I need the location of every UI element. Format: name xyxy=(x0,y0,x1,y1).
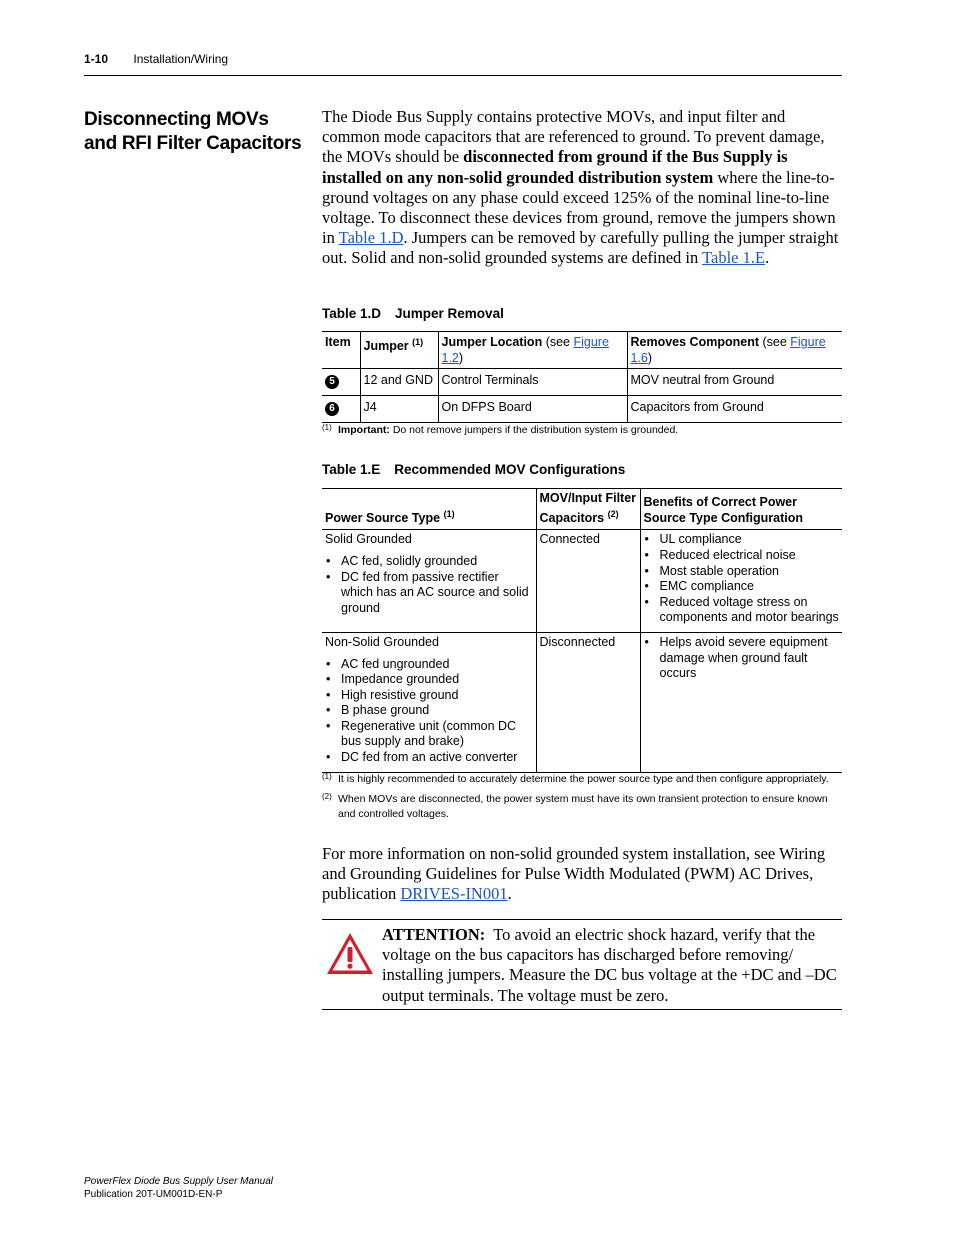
list-item: • AC fed ungrounded xyxy=(325,657,533,673)
attention-bottom-rule xyxy=(322,1009,842,1010)
figure-1-2-link[interactable]: Figure 1.2 xyxy=(441,335,609,365)
col-jumper-location: Jumper Location (see Figure 1.2) xyxy=(438,332,627,369)
manual-title: PowerFlex Diode Bus Supply User Manual xyxy=(84,1176,273,1187)
table-1e-footnote-2: (2) When MOVs are disconnected, the power system must have its own transient protection to ensure known and controlled voltages. xyxy=(322,792,828,820)
attention-message: To avoid an electric shock hazard, verify that the voltage on the bus capacitors has discharged before removing/ installing jumpers. Measure the DC bus voltage at the +DC and –DC output terminals. The voltage must be zero. xyxy=(382,925,837,1005)
publication-number: Publication 20T-UM001D-EN-P xyxy=(84,1189,223,1200)
list-item: • Helps avoid severe equipment damage when ground fault occurs xyxy=(644,635,840,682)
table-header-row xyxy=(322,332,842,369)
mov-state: Disconnected xyxy=(536,632,640,772)
header-section: Installation/Wiring xyxy=(133,52,229,66)
location-cell: Control Terminals xyxy=(438,369,627,396)
list-item: • UL compliance xyxy=(644,532,840,548)
intro-text-4: . xyxy=(765,248,770,268)
power-source-type: Solid Grounded xyxy=(325,532,412,547)
table-1e-footnote-1: (1) It is highly recommended to accurately determine the power source type and then configure appropriately. xyxy=(322,772,829,785)
list-item: • Reduced voltage stress on components and motor bearings xyxy=(644,595,840,626)
page-number: 1-10 xyxy=(84,52,109,66)
page-header xyxy=(84,52,228,66)
drives-in001-link[interactable]: DRIVES-IN001 xyxy=(400,884,508,904)
table-1e-caption xyxy=(322,462,625,477)
table-row xyxy=(322,530,842,633)
jumper-cell: 12 and GND xyxy=(360,369,438,396)
section-title: Disconnecting MOVs and RFI Filter Capacitors xyxy=(84,109,302,154)
col-power-source-type: Power Source Type $^{(1)}$ xyxy=(322,489,536,530)
attention-top-rule xyxy=(322,919,842,920)
table-1d-title: Jumper Removal xyxy=(395,306,504,321)
table-1d-caption xyxy=(322,306,504,321)
table-1d-number: Table 1.D xyxy=(322,306,382,321)
figure-1-6-link[interactable]: Figure 1.6 xyxy=(630,335,826,365)
page-footer xyxy=(84,1175,273,1201)
table-1e-link[interactable]: Table 1.E xyxy=(702,248,766,268)
location-cell: On DFPS Board xyxy=(438,396,627,423)
list-item: • Regenerative unit (common DC bus supply and brake) xyxy=(325,719,533,750)
item-number-badge: 6 xyxy=(325,402,339,416)
item-number-badge: 5 xyxy=(325,375,339,389)
list-item: • Reduced electrical noise xyxy=(644,548,840,564)
warning-icon xyxy=(325,930,375,976)
removes-cell: Capacitors from Ground xyxy=(627,396,842,423)
table-row xyxy=(322,396,842,423)
mov-configurations-table xyxy=(322,488,842,773)
jumper-cell: J4 xyxy=(360,396,438,423)
col-item: Item xyxy=(322,332,360,369)
col-jumper: Jumper $^{(1)}$ xyxy=(360,332,438,369)
more-info-paragraph: For more information on non-solid grounded system installation, see Wiring and Grounding Guidelines for Pulse Width Modulated (PWM) AC Drives, publication DRIVES-IN001. xyxy=(322,844,826,904)
list-item: • Most stable operation xyxy=(644,564,840,580)
col-mov-capacitors: MOV/Input Filter Capacitors $^{(2)}$ xyxy=(536,489,640,530)
intro-text-3: . Jumpers can be removed by carefully pulling the jumper straight out. Solid and non-solid grounded systems are defined in xyxy=(322,228,839,268)
list-item: • B phase ground xyxy=(325,703,533,719)
table-1e-title: Recommended MOV Configurations xyxy=(394,462,626,477)
attention-label: ATTENTION: xyxy=(382,925,486,944)
table-1d-link[interactable]: Table 1.D xyxy=(338,228,404,248)
list-item: • EMC compliance xyxy=(644,579,840,595)
table-row xyxy=(322,369,842,396)
intro-text-1: The Diode Bus Supply contains protective MOVs, and input filter and common mode capacitors that are referenced to ground. To prevent damage, the MOVs should be xyxy=(322,107,825,167)
jumper-removal-table xyxy=(322,331,842,423)
attention-text xyxy=(382,925,842,1006)
list-item: • DC fed from passive rectifier which has an AC source and solid ground xyxy=(325,570,533,617)
power-source-type: Non-Solid Grounded xyxy=(325,634,439,649)
intro-paragraph xyxy=(322,107,842,269)
intro-text-2: where the line-to-ground voltages on any phase could exceed 125% of the nominal line-to-line voltage. To disconnect these devices from ground, remove the jumpers shown in xyxy=(322,167,836,248)
list-item: • Impedance grounded xyxy=(325,672,533,688)
table-1e-number: Table 1.E xyxy=(322,462,381,477)
list-item: • AC fed, solidly grounded xyxy=(325,554,533,570)
mov-state: Connected xyxy=(536,530,640,633)
header-divider xyxy=(84,75,842,76)
list-item: • DC fed from an active converter xyxy=(325,750,533,766)
col-benefits: Benefits of Correct Power Source Type Configuration xyxy=(640,489,842,530)
col-removes-component: Removes Component (see Figure 1.6) xyxy=(627,332,842,369)
table-1d-footnote: (1) Important: Do not remove jumpers if the distribution system is grounded. xyxy=(322,423,679,436)
table-row xyxy=(322,632,842,772)
table-header-row xyxy=(322,489,842,530)
intro-bold: disconnected from ground if the Bus Supply is installed on any non-solid grounded distribution system xyxy=(322,147,788,187)
removes-cell: MOV neutral from Ground xyxy=(627,369,842,396)
list-item: • High resistive ground xyxy=(325,688,533,704)
